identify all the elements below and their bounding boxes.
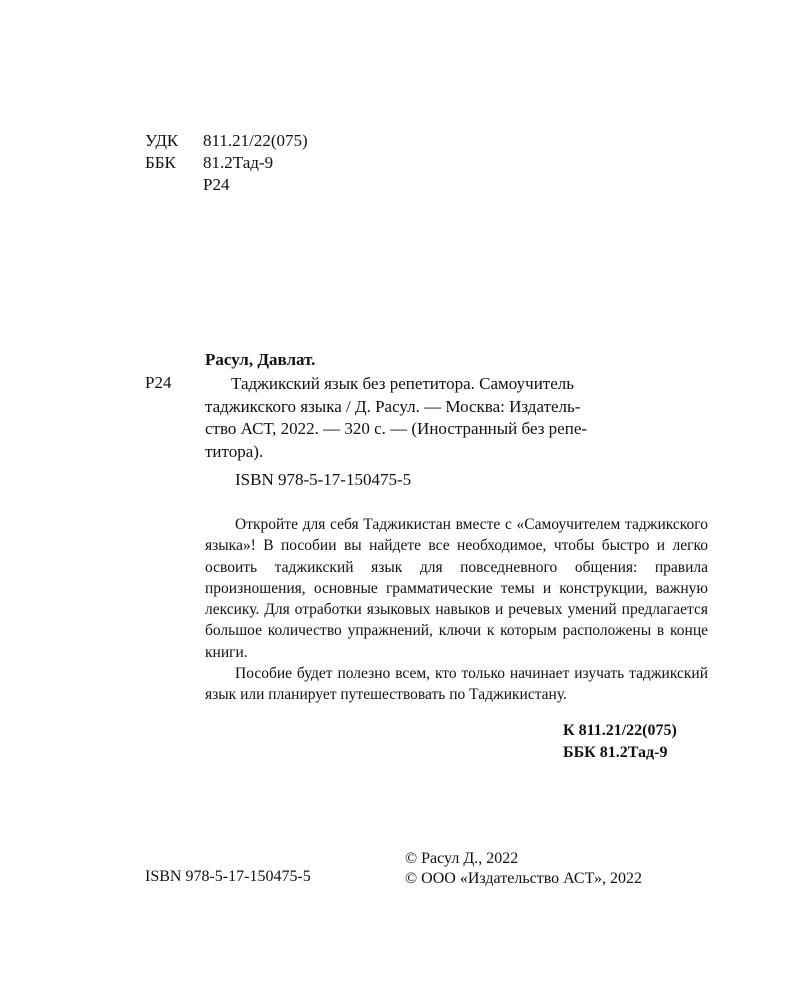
isbn-main: ISBN 978-5-17-150475-5 [235, 470, 412, 489]
udk-row [145, 130, 308, 152]
biblio-line: Таджикский язык без репетитора. Самоучитель [231, 374, 575, 393]
biblio-line: титора). [205, 441, 264, 461]
isbn-footer: ISBN 978-5-17-150475-5 [145, 868, 311, 885]
udk-label: УДК [145, 131, 179, 150]
bibliographic-description [205, 373, 708, 463]
bbk-label: ББК [145, 153, 176, 172]
k-code: К 811.21/22(075) [563, 722, 677, 739]
author-mark: Р24 [203, 175, 230, 194]
biblio-line: ство АСТ, 2022. — 320 с. — (Иностранный без репе- [205, 419, 588, 438]
author-mark-row [145, 174, 308, 196]
bbk-value: 81.2Тад-9 [203, 153, 274, 172]
udk-value: 811.21/22(075) [203, 131, 308, 150]
bbk-code: ББК 81.2Тад-9 [563, 744, 668, 761]
classification-codes [145, 130, 308, 196]
annotation-paragraph: Откройте для себя Таджикистан вместе с «Самоучителем таджикского языка»! В пособии вы найдете все необходимое, чтобы быстро и легко освоить таджикский язык для повседневного общения: правила произношения, основные грамматические темы и конструкции, важную лексику. Для отработки языковых навыков и речевых умений предлагается большое количество упражнений, ключи к которым расположены в конце книги. [205, 516, 708, 661]
copyright-publisher: © ООО «Издательство АСТ», 2022 [405, 870, 642, 887]
classification-block [563, 720, 677, 764]
author-name: Расул, Давлат. [205, 350, 316, 369]
bbk-row [145, 152, 308, 174]
catalog-code: Р24 [145, 373, 172, 392]
biblio-line: таджикского языка / Д. Расул. — Москва: Издатель- [205, 396, 581, 416]
copyright-block [405, 849, 642, 889]
copyright-author: © Расул Д., 2022 [405, 850, 519, 867]
annotation [205, 514, 708, 706]
annotation-paragraph: Пособие будет полезно всем, кто только начинает изучать таджикский язык или планирует путешествовать по Таджикистану. [205, 665, 708, 704]
